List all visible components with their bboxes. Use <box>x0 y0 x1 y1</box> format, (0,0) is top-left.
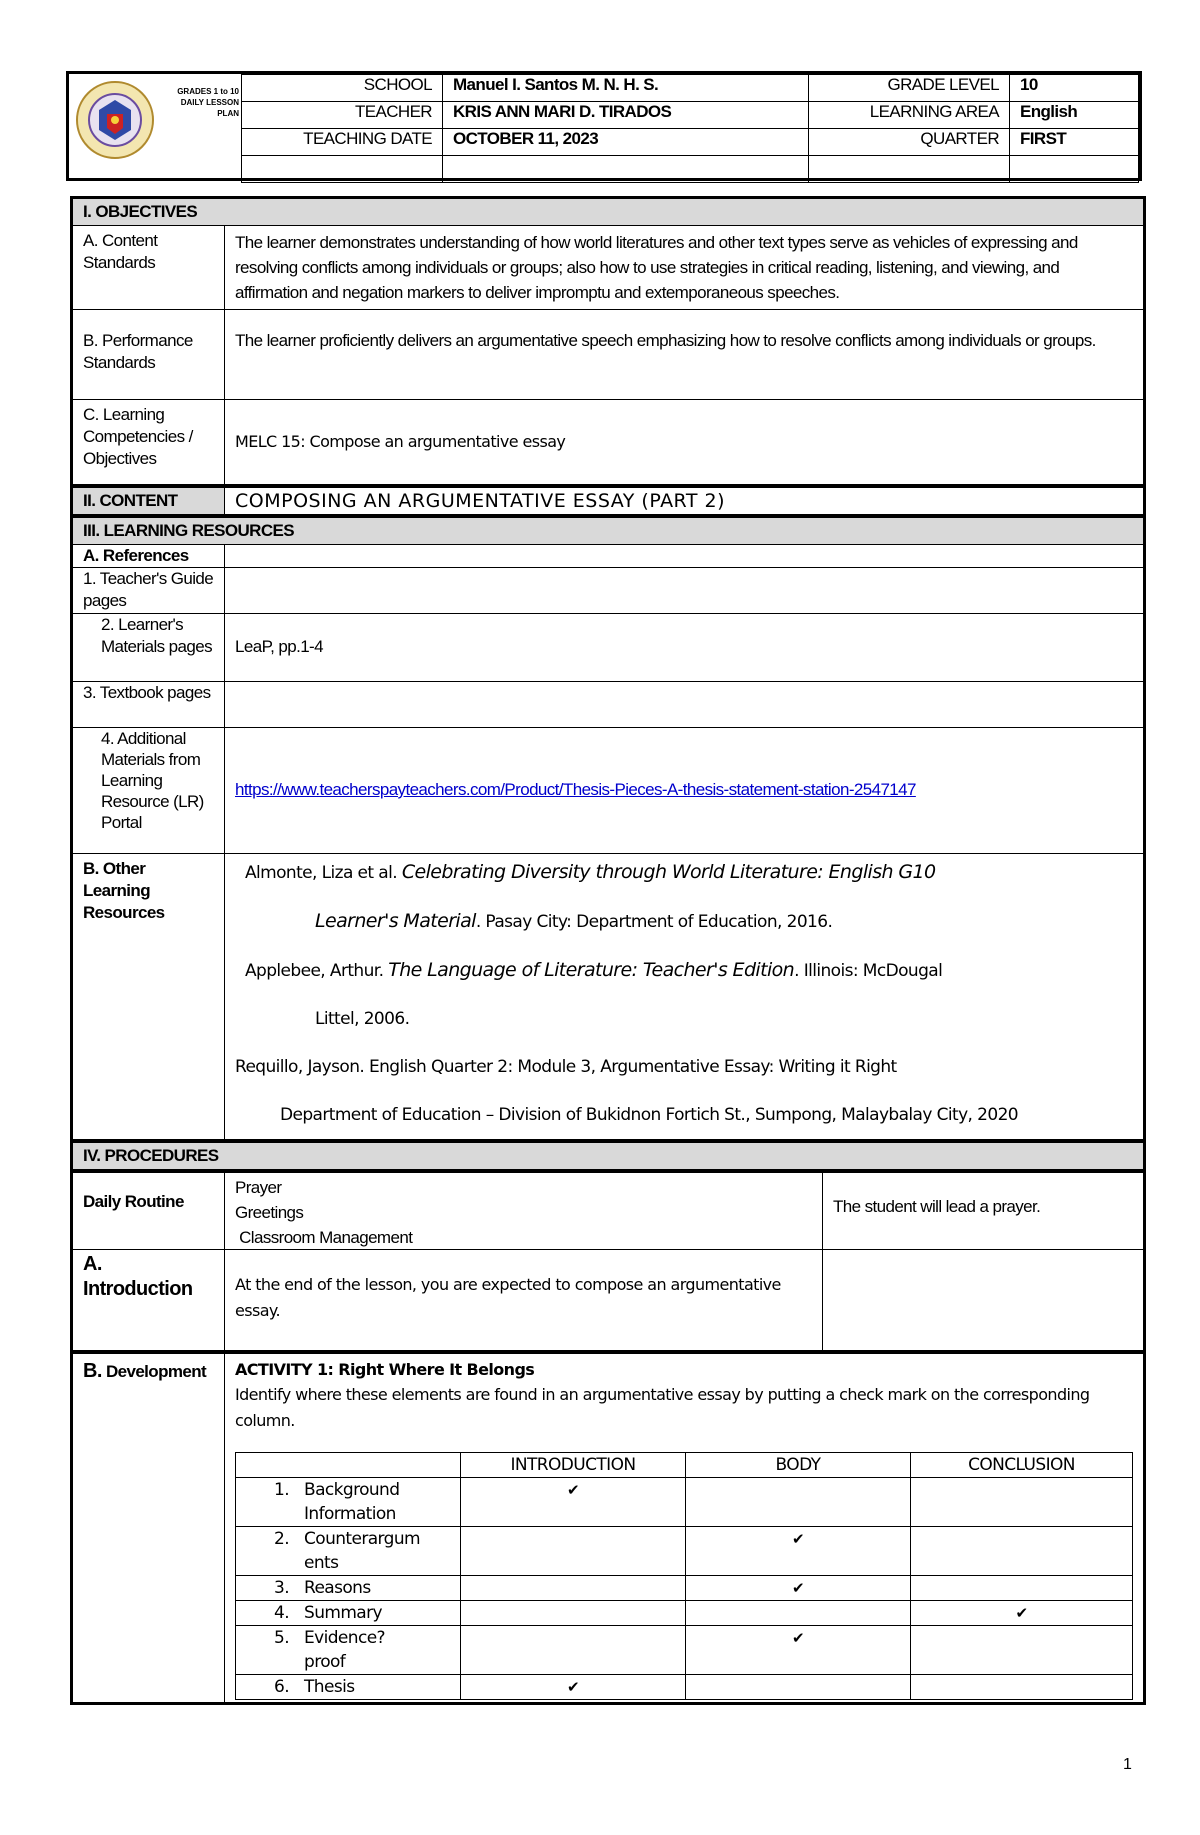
page-number: 1 <box>1123 1756 1132 1773</box>
ref-author: Applebee, Arthur. <box>245 960 389 981</box>
performance-standards-text: The learner proficiently delivers an argumentative speech emphasizing how to resolve conflicts among individuals or groups. <box>225 310 1145 400</box>
empty-cell <box>1010 156 1139 183</box>
ref-title: The Language of Literature: Teacher's Edition <box>388 958 795 981</box>
other-resources-label: B. Other Learning Resources <box>72 853 225 1141</box>
daily-routine-label: Daily Routine <box>72 1171 225 1250</box>
reference-1 <box>235 860 1133 885</box>
date-value: OCTOBER 11, 2023 <box>443 129 809 156</box>
table-row <box>236 1601 1133 1626</box>
check-mark-icon: ✔ <box>1015 1604 1028 1622</box>
empty-cell <box>443 156 809 183</box>
table-row <box>236 1527 1133 1576</box>
routine-item: Greetings <box>235 1203 304 1222</box>
element-name: Background <box>304 1480 400 1500</box>
col-header-conclusion: CONCLUSION <box>911 1453 1133 1478</box>
check-cell <box>461 1626 686 1675</box>
date-label: TEACHING DATE <box>242 129 443 156</box>
activity-title: ACTIVITY 1: Right Where It Belongs <box>235 1360 535 1379</box>
reference-3: Requillo, Jayson. English Quarter 2: Module 3, Argumentative Essay: Writing it Right <box>235 1056 897 1077</box>
introduction-text: At the end of the lesson, you are expected to compose an argumentative essay. <box>225 1250 823 1350</box>
table-row <box>236 1478 1133 1527</box>
element-name: Counterargum <box>304 1529 420 1549</box>
element-cell <box>236 1601 461 1626</box>
check-cell <box>686 1527 911 1576</box>
element-cell <box>236 1527 461 1576</box>
empty-cell <box>823 1250 1143 1350</box>
teacher-value: KRIS ANN MARI D. TIRADOS <box>443 102 809 129</box>
content-standards-text: The learner demonstrates understanding of how world literatures and other text types serve as vehicles of expressing and resolving conflicts among individuals or groups; also how to use strategies in critical reading, listening, and viewing, and affirmation and negation markers to deliver impromptu and extemporaneous speeches. <box>225 226 1145 310</box>
empty-cell <box>809 156 1010 183</box>
element-cell <box>236 1626 461 1675</box>
competencies-text: MELC 15: Compose an argumentative essay <box>225 400 1145 486</box>
development-cell <box>225 1352 1145 1704</box>
element-number: 6. <box>274 1677 290 1697</box>
element-cell <box>236 1478 461 1527</box>
element-cell <box>236 1576 461 1601</box>
area-label: LEARNING AREA <box>809 102 1010 129</box>
references-label: A. References <box>72 544 225 567</box>
element-cell <box>236 1675 461 1700</box>
development-label <box>72 1352 225 1704</box>
ref-title: Learner's Material <box>315 909 476 932</box>
empty-cell <box>225 544 1145 567</box>
check-cell <box>911 1675 1133 1700</box>
empty-cell <box>225 681 1145 727</box>
logo-line: GRADES 1 to 10 <box>177 87 239 96</box>
check-cell <box>461 1675 686 1700</box>
table-row <box>236 1675 1133 1700</box>
element-name-cont: proof <box>304 1652 346 1672</box>
ref-author: Almonte, Liza et al. <box>245 862 402 883</box>
check-cell <box>686 1601 911 1626</box>
empty-cell <box>236 1453 461 1478</box>
check-cell <box>686 1478 911 1527</box>
teachers-guide-label: 1. Teacher's Guide pages <box>72 567 225 613</box>
lesson-plan-table <box>70 196 1146 1705</box>
procedures-heading: IV. PROCEDURES <box>72 1141 1145 1171</box>
textbook-label: 3. Textbook pages <box>72 681 225 727</box>
additional-materials-label: 4. Additional Materials from Learning Resource (LR) Portal <box>72 727 225 853</box>
element-number: 2. <box>274 1529 290 1549</box>
quarter-value: FIRST <box>1010 129 1139 156</box>
school-value: Manuel I. Santos M. N. H. S. <box>443 75 809 102</box>
check-cell <box>911 1527 1133 1576</box>
introduction-cell <box>225 1250 1145 1353</box>
learners-materials-label: 2. Learner's Materials pages <box>72 613 225 681</box>
ref-title: Celebrating Diversity through World Literature: English G10 <box>401 860 936 883</box>
learners-materials-text: LeaP, pp.1-4 <box>225 613 1145 681</box>
dev-letter: B. <box>83 1360 102 1382</box>
element-number: 5. <box>274 1628 290 1648</box>
deped-seal-icon <box>75 80 155 160</box>
school-label: SCHOOL <box>242 75 443 102</box>
daily-routine-cell <box>225 1171 1145 1250</box>
grade-label: GRADE LEVEL <box>809 75 1010 102</box>
check-cell <box>461 1601 686 1626</box>
element-number: 3. <box>274 1578 290 1598</box>
check-mark-icon: ✔ <box>792 1579 804 1597</box>
ref-publisher: . Pasay City: Department of Education, 2016. <box>475 911 833 932</box>
check-mark-icon: ✔ <box>792 1629 804 1647</box>
element-number: 4. <box>274 1603 290 1623</box>
element-number: 1. <box>274 1480 290 1500</box>
dev-word: Development <box>105 1362 207 1381</box>
element-name-cont: Information <box>304 1504 396 1524</box>
lr-portal-link[interactable]: https://www.teacherspayteachers.com/Product/Thesis-Pieces-A-thesis-statement-station-2547147 <box>235 780 916 799</box>
element-name: Summary <box>304 1603 382 1623</box>
check-cell <box>461 1576 686 1601</box>
activity-table <box>235 1452 1133 1700</box>
check-mark-icon: ✔ <box>567 1481 579 1499</box>
references-list <box>225 853 1145 1141</box>
teacher-label: TEACHER <box>242 102 443 129</box>
resources-heading: III. LEARNING RESOURCES <box>72 516 1145 545</box>
header-block <box>66 71 1142 181</box>
introduction-label: A. Introduction <box>72 1250 225 1353</box>
reference-1-cont <box>235 909 1133 934</box>
quarter-label: QUARTER <box>809 129 1010 156</box>
element-name-cont: ents <box>304 1553 339 1573</box>
check-mark-icon: ✔ <box>567 1678 579 1696</box>
logo-line: DAILY LESSON <box>180 98 239 107</box>
check-mark-icon: ✔ <box>792 1530 804 1548</box>
routine-item: Prayer <box>235 1178 282 1197</box>
reference-2-cont: Littel, 2006. <box>315 1008 410 1029</box>
reference-3-cont: Department of Education – Division of Bukidnon Fortich St., Sumpong, Malaybalay City, 2020 <box>280 1104 1019 1125</box>
routine-note: The student will lead a prayer. <box>833 1197 1041 1216</box>
check-cell <box>461 1478 686 1527</box>
header-table <box>241 74 1139 183</box>
competencies-label: C. Learning Competencies / Objectives <box>72 400 225 486</box>
area-value: English <box>1010 102 1139 129</box>
content-heading: II. CONTENT <box>72 486 225 516</box>
element-name: Reasons <box>304 1578 371 1598</box>
check-cell <box>686 1675 911 1700</box>
check-cell <box>911 1626 1133 1675</box>
logo-area <box>69 74 241 178</box>
logo-text <box>155 86 239 119</box>
grade-value: 10 <box>1010 75 1139 102</box>
element-name: Thesis <box>304 1677 355 1697</box>
reference-2 <box>235 958 1133 983</box>
routine-item: Classroom Management <box>235 1228 413 1247</box>
check-cell <box>461 1527 686 1576</box>
col-header-body: BODY <box>686 1453 911 1478</box>
check-cell <box>686 1576 911 1601</box>
routine-list <box>225 1173 823 1249</box>
empty-cell <box>242 156 443 183</box>
content-text: COMPOSING AN ARGUMENTATIVE ESSAY (PART 2) <box>225 486 1145 516</box>
logo-line: PLAN <box>217 109 239 118</box>
table-row <box>236 1626 1133 1675</box>
table-row <box>236 1576 1133 1601</box>
ref-publisher: . Illinois: McDougal <box>794 960 943 981</box>
check-cell <box>686 1626 911 1675</box>
activity-instructions: Identify where these elements are found in an argumentative essay by putting a check mark on the corresponding column. <box>235 1385 1090 1430</box>
check-cell <box>911 1478 1133 1527</box>
empty-cell <box>225 567 1145 613</box>
objectives-heading: I. OBJECTIVES <box>72 198 1145 226</box>
performance-standards-label: B. Performance Standards <box>72 310 225 400</box>
content-standards-label: A. Content Standards <box>72 226 225 310</box>
element-name: Evidence? <box>304 1628 385 1648</box>
col-header-introduction: INTRODUCTION <box>461 1453 686 1478</box>
check-cell <box>911 1601 1133 1626</box>
check-cell <box>911 1576 1133 1601</box>
